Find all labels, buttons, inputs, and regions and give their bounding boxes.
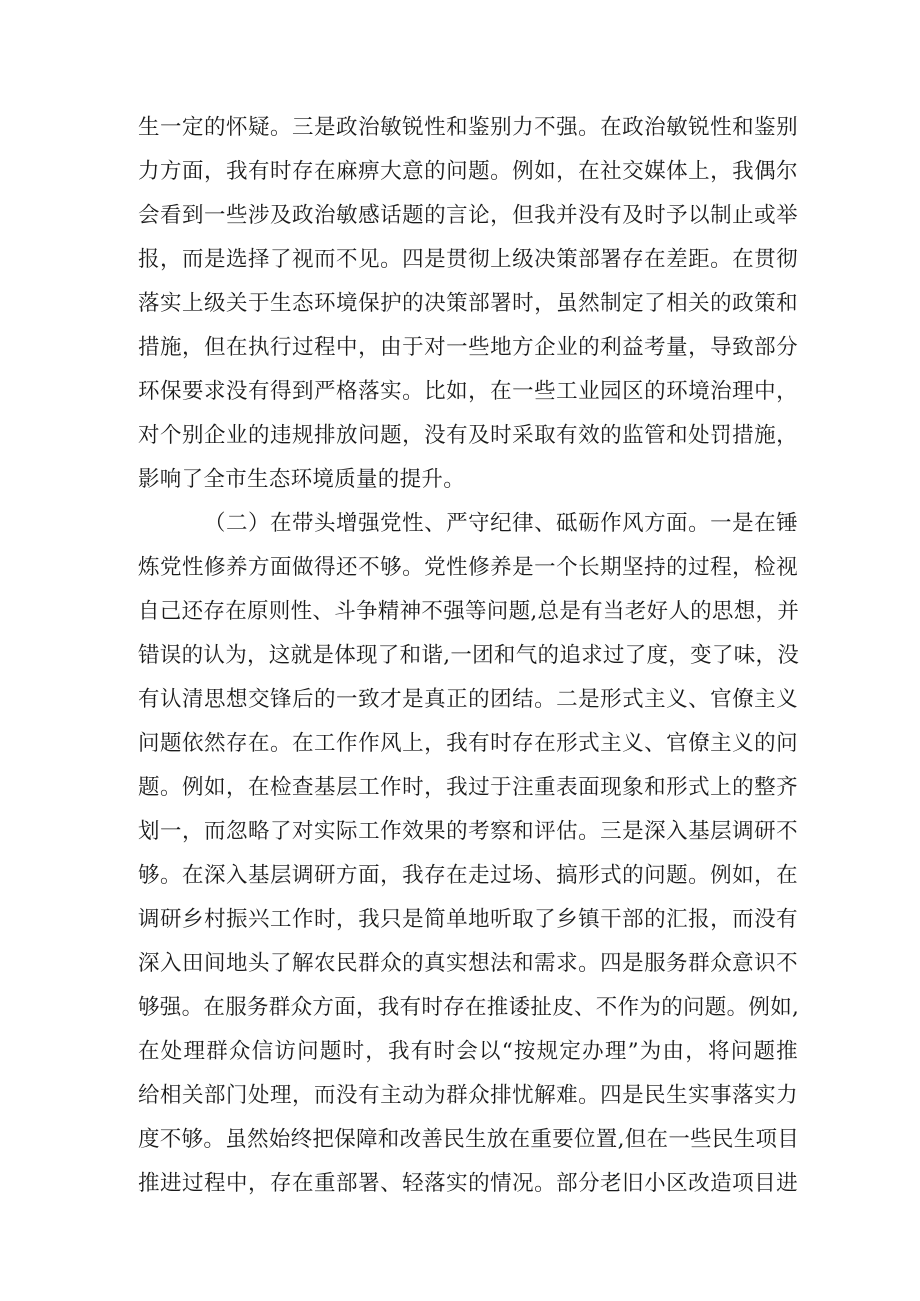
text-line: 深入田间地头了解农民群众的真实想法和需求。四是服务群众意识不	[138, 951, 798, 976]
text-line: 炼党性修养方面做得还不够。党性修养是一个长期坚持的过程，检视	[138, 555, 798, 580]
text-line: 落实上级关于生态环境保护的决策部署时，虽然制定了相关的政策和	[138, 291, 798, 316]
text-line: 力方面，我有时存在麻痹大意的问题。例如，在社交媒体上，我偶尔	[138, 159, 798, 184]
text-line: 自己还存在原则性、斗争精神不强等问题,总是有当老好人的思想，并	[138, 599, 800, 624]
text-line: 调研乡村振兴工作时，我只是简单地听取了乡镇干部的汇报，而没有	[138, 907, 798, 932]
text-line: 影响了全市生态环境质量的提升。	[138, 467, 466, 492]
text-line: 度不够。虽然始终把保障和改善民生放在重要位置,但在一些民生项目	[138, 1127, 800, 1152]
text-line: 问题依然存在。在工作作风上，我有时存在形式主义、官僚主义的问	[138, 731, 798, 756]
text-line: 错误的认为，这就是体现了和谐,一团和气的追求过了度，变了味，没	[138, 643, 800, 668]
text-line: 给相关部门处理，而没有主动为群众排忧解难。四是民生实事落实力	[138, 1083, 798, 1108]
section-heading-line: （二）在带头增强党性、严守纪律、砥砺作风方面。一是在锤	[204, 511, 798, 536]
text-line: 报，而是选择了视而不见。四是贯彻上级决策部署存在差距。在贯彻	[138, 247, 798, 272]
text-line: 题。例如，在检查基层工作时，我过于注重表面现象和形式上的整齐	[138, 775, 798, 800]
text-line: 会看到一些涉及政治敏感话题的言论，但我并没有及时予以制止或举	[138, 203, 798, 228]
text-line: 划一，而忽略了对实际工作效果的考察和评估。三是深入基层调研不	[138, 819, 798, 844]
text-line: 在处理群众信访问题时，我有时会以“按规定办理”为由，将问题推	[138, 1039, 798, 1064]
text-line: 够强。在服务群众方面，我有时存在推诿扯皮、不作为的问题。例如,	[138, 995, 800, 1020]
text-line: 推进过程中，存在重部署、轻落实的情况。部分老旧小区改造项目进	[138, 1171, 798, 1196]
text-line: 生一定的怀疑。三是政治敏锐性和鉴别力不强。在政治敏锐性和鉴别	[138, 115, 798, 140]
text-line: 环保要求没有得到严格落实。比如，在一些工业园区的环境治理中，	[138, 379, 798, 404]
text-line: 够。在深入基层调研方面，我存在走过场、搞形式的问题。例如，在	[138, 863, 798, 888]
text-line: 对个别企业的违规排放问题，没有及时采取有效的监管和处罚措施，	[138, 423, 798, 448]
text-line: 有认清思想交锋后的一致才是真正的团结。二是形式主义、官僚主义	[138, 687, 798, 712]
text-line: 措施，但在执行过程中，由于对一些地方企业的利益考量，导致部分	[138, 335, 798, 360]
